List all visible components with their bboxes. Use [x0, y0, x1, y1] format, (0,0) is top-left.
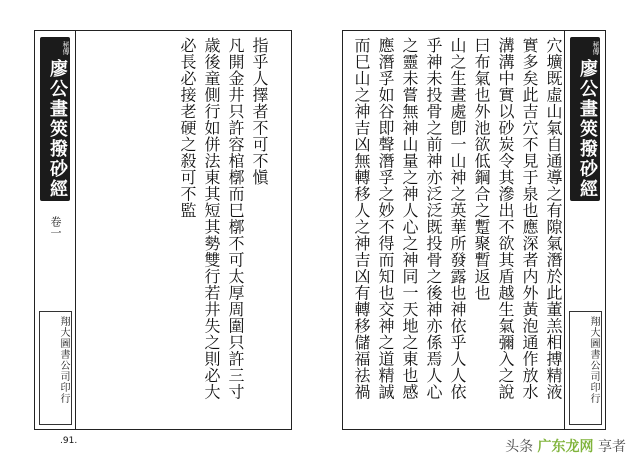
text-column: 而巳山之神吉凶無轉移人之神吉凶有轉移儲福祛禍 — [352, 37, 371, 400]
left-page — [34, 30, 292, 430]
right-page-text — [349, 37, 565, 400]
watermark-prefix: 头条 — [505, 439, 534, 455]
text-column: 應潛孚如谷即聲潛孚之妙不得而知也交神之道精誠 — [376, 37, 395, 400]
book-title: 廖公畫筴撥砂經 — [47, 59, 68, 199]
publisher-box — [39, 311, 72, 425]
banner-subtitle: 秘傳 — [592, 41, 600, 55]
publisher-label: 翔大圖書公司印行 — [58, 316, 69, 404]
text-column: 歳後童側行如併法東其短其勢雙行若井失之則必大 — [202, 37, 221, 400]
publisher-label: 翔大圖書公司印行 — [588, 316, 599, 404]
watermark-site: 广东龙网 — [537, 439, 594, 455]
watermark — [505, 436, 626, 456]
page-number: .91. — [60, 436, 78, 446]
text-column: 穴壙既虛山氣自通導之有隙氣潛於此董羔相搏精液 — [544, 37, 563, 400]
text-column: 實多矣此吉穴不見于泉也應深者内外黃泡通作放水 — [520, 37, 539, 400]
left-page-text — [175, 37, 271, 400]
text-column: 曰布氣也外池欲低鋼合之蹔聚暫返也 — [472, 37, 491, 301]
title-banner — [570, 37, 600, 201]
text-column: 乎神未投骨之前神亦泛泛既投骨之後神亦係焉人心 — [424, 37, 443, 400]
banner-subtitle: 秘傳 — [62, 41, 70, 55]
text-column: 指乎人擇者不可不愼 — [250, 37, 269, 186]
watermark-suffix: 享者 — [598, 439, 626, 455]
right-title-strip — [564, 31, 605, 429]
text-column: 之靈未嘗無神山量之神人心之神同一天地之東也感 — [400, 37, 419, 400]
right-page — [342, 30, 606, 430]
text-column: 溝溝中實以砂炭令其滲出不欲其盾越生氣彌入之說 — [496, 37, 515, 400]
book-title: 廖公畫筴撥砂經 — [577, 59, 598, 199]
title-banner — [40, 37, 70, 201]
text-column: 必長必接老硬之殺可不監 — [178, 37, 197, 219]
left-title-strip — [35, 31, 76, 429]
volume-label: 卷一 — [49, 216, 62, 238]
publisher-box — [569, 311, 602, 425]
text-column: 凡開金井只許容棺槨而巳槨不可太厚周圍只許三寸 — [226, 37, 245, 400]
text-column: 山之生晝處卽一山神之英華所發露也神依乎人人依 — [448, 37, 467, 400]
